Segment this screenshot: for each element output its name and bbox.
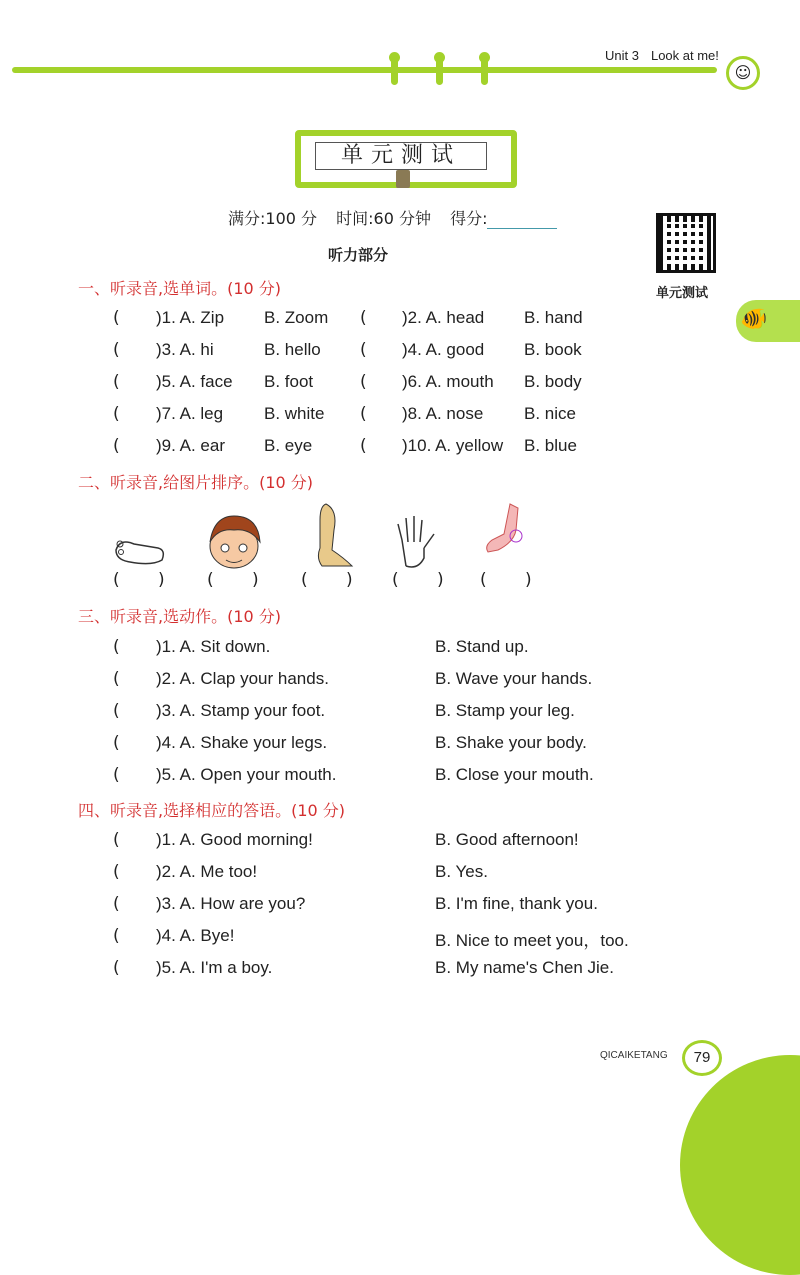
question-item: )6. A. mouth [402,372,494,391]
answer-bracket[interactable]: ( [113,436,120,456]
answer-bracket[interactable]: ( [360,372,367,392]
pin-decoration [391,55,398,85]
question-item: )5. A. face [156,372,233,391]
page-title: 单元测试 [315,142,487,170]
unit-label [605,48,719,63]
answer-bracket[interactable]: ( [113,308,120,328]
option-b: B. hand [524,308,583,327]
option-b: B. white [264,404,325,423]
option-b: B. Nice to meet you，too. [435,931,629,950]
answer-bracket[interactable]: ( [113,765,120,785]
unit-number: Unit 3 [605,48,639,63]
option-a: )4. A. Shake your legs. [156,733,328,752]
answer-bracket[interactable]: ( [360,308,367,328]
corner-decoration [680,1055,800,1275]
option-b: B. book [524,340,582,359]
question-item: )2. A. head [402,308,485,327]
option-b: B. I'm fine, thank you. [435,894,598,913]
hand-picture [394,512,438,570]
option-b: B. My name's Chen Jie. [435,958,614,977]
order-bracket-close: ) [252,570,259,590]
option-b: B. Good afternoon! [435,830,579,849]
fish-icon: 🐠 [740,307,768,332]
time-limit: 时间:60 分钟 [336,209,431,228]
option-a: )2. A. Me too! [156,862,258,881]
section4-heading: 四、听录音,选择相应的答语。(10 分) [78,801,346,820]
option-b: B. hello [264,340,321,359]
foot-picture [112,530,168,570]
order-bracket-close: ) [437,570,444,590]
option-b: B. Stamp your leg. [435,701,575,720]
unit-title: Look at me! [650,48,719,63]
answer-bracket[interactable]: ( [113,669,120,689]
section2-heading: 二、听录音,给图片排序。(10 分) [78,473,314,492]
answer-bracket[interactable]: ( [113,926,120,946]
order-bracket[interactable]: ( [207,570,214,590]
answer-bracket[interactable]: ( [113,701,120,721]
leg-picture [298,500,354,570]
score-field[interactable] [487,210,557,229]
answer-bracket[interactable]: ( [360,436,367,456]
option-b: B. nice [524,404,576,423]
option-b: B. Zoom [264,308,329,327]
option-b: B. Yes. [435,862,488,881]
option-a: )4. A. Bye! [156,926,235,945]
order-bracket[interactable]: ( [392,570,399,590]
option-b: B. Shake your body. [435,733,587,752]
header-bar [12,67,717,73]
answer-bracket[interactable]: ( [113,733,120,753]
option-a: )1. A. Good morning! [156,830,313,849]
question-item: )4. A. good [402,340,485,359]
qr-code[interactable] [656,213,716,273]
answer-bracket[interactable]: ( [113,404,120,424]
order-bracket[interactable]: ( [113,570,120,590]
answer-bracket[interactable]: ( [113,958,120,978]
option-a: )5. A. Open your mouth. [156,765,337,784]
pin-decoration [481,55,488,85]
question-item: )9. A. ear [156,436,225,455]
brand-text: QICAIKETANG [600,1050,668,1061]
option-a: )3. A. How are you? [156,894,306,913]
answer-bracket[interactable]: ( [113,637,120,657]
option-b: B. Close your mouth. [435,765,594,784]
option-b: B. body [524,372,582,391]
order-bracket[interactable]: ( [480,570,487,590]
question-item: )3. A. hi [156,340,214,359]
clip-decoration [396,170,410,188]
option-b: B. blue [524,436,577,455]
pin-decoration [436,55,443,85]
option-b: B. Wave your hands. [435,669,593,688]
face-picture [200,510,268,572]
answer-bracket[interactable]: ( [113,894,120,914]
answer-bracket[interactable]: ( [113,830,120,850]
order-bracket-close: ) [525,570,532,590]
option-a: )1. A. Sit down. [156,637,271,656]
answer-bracket[interactable]: ( [113,372,120,392]
side-tab [736,300,800,342]
listening-part-title: 听力部分 [328,246,389,264]
option-b: B. eye [264,436,313,455]
answer-bracket[interactable]: ( [360,340,367,360]
option-b: B. Stand up. [435,637,529,656]
order-bracket[interactable]: ( [301,570,308,590]
order-bracket-close: ) [346,570,353,590]
score-label: 得分: [450,209,488,228]
section3-heading: 三、听录音,选动作。(10 分) [78,607,282,626]
arm-picture [478,500,534,570]
question-item: )7. A. leg [156,404,224,423]
qr-label: 单元测试 [656,286,709,301]
section1-heading: 一、听录音,选单词。(10 分) [78,279,282,298]
mascot-icon: ☺ [726,56,760,90]
option-a: )2. A. Clap your hands. [156,669,329,688]
question-item: )8. A. nose [402,404,484,423]
answer-bracket[interactable]: ( [360,404,367,424]
page-number: 79 [682,1040,722,1076]
answer-bracket[interactable]: ( [113,340,120,360]
full-score: 满分:100 分 [228,209,318,228]
order-bracket-close: ) [158,570,165,590]
question-item: )1. A. Zip [156,308,225,327]
option-a: )5. A. I'm a boy. [156,958,273,977]
score-info [228,206,571,229]
answer-bracket[interactable]: ( [113,862,120,882]
option-b: B. foot [264,372,314,391]
question-item: )10. A. yellow [402,436,504,455]
option-a: )3. A. Stamp your foot. [156,701,326,720]
